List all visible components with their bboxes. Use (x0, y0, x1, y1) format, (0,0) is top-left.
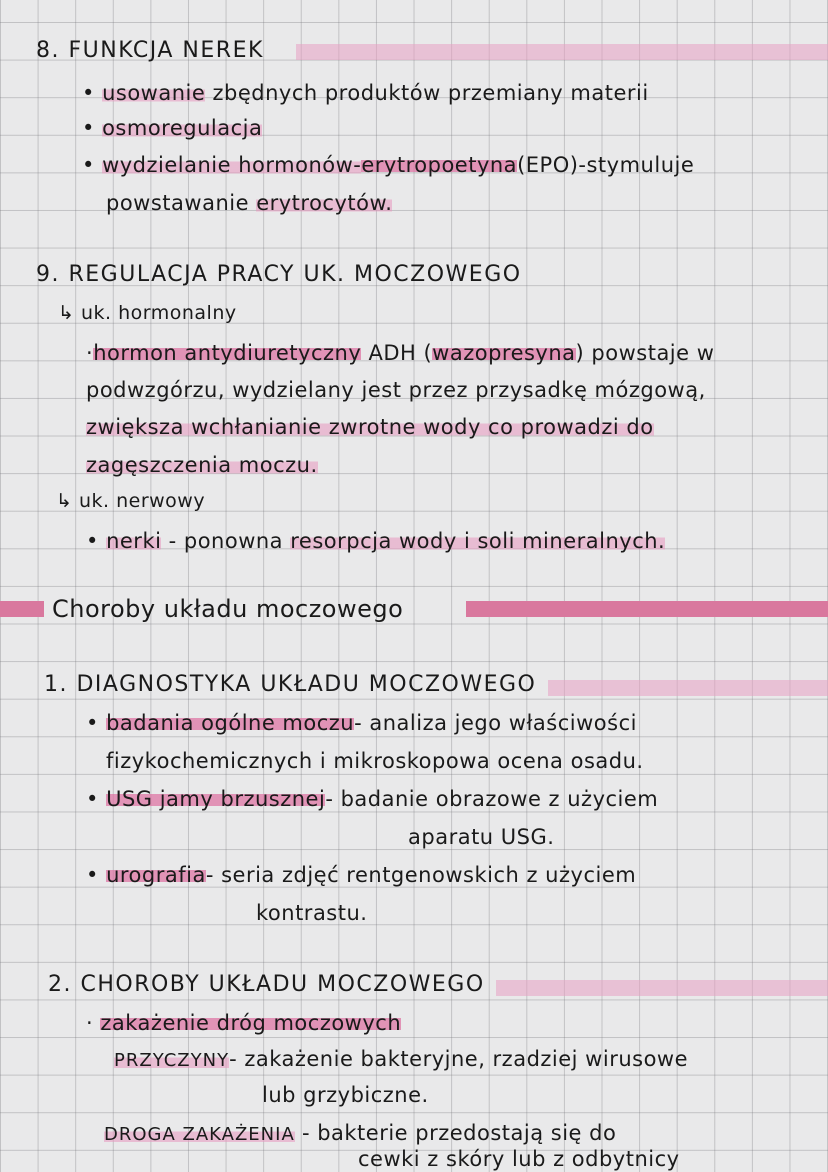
bullet-item: • osmoregulacja (82, 116, 263, 140)
bullet-icon: · (86, 341, 94, 365)
causes-line: PRZYCZYNY- zakażenie bakteryjne, rzadziej wirusowe (114, 1047, 689, 1071)
bullet-icon: • (86, 529, 99, 553)
bullet-icon: • (86, 787, 99, 811)
paragraph-line: zwiększa wchłanianie zwrotne wody co prowadzi do (86, 415, 654, 439)
section-2-heading: 2. CHOROBY UKŁADU MOCZOWEGO (48, 972, 485, 997)
section-8-heading: 8. FUNKCJA NEREK (36, 38, 264, 63)
bullet-item: • urografia- seria zdjęć rentgenowskich z użyciem (86, 863, 637, 887)
heading-highlight-bar (548, 680, 828, 696)
bullet-item: • USG jamy brzusznej- badanie obrazowe z użyciem (86, 787, 659, 811)
subheading-hormonal: ↳ uk. hormonalny (58, 302, 237, 324)
causes-continuation: lub grzybiczne. (262, 1083, 429, 1107)
title-marker-left (0, 601, 44, 617)
infection-route-line: DROGA ZAKAŻENIA - bakterie przedostają się do (104, 1121, 617, 1145)
bullet-item: • nerki - ponowna resorpcja wody i soli mineralnych. (86, 529, 666, 553)
bullet-continuation: fizykochemicznych i mikroskopowa ocena osadu. (106, 749, 644, 773)
bullet-icon: • (82, 153, 95, 177)
paragraph-line: zagęszczenia moczu. (86, 453, 318, 477)
bullet-icon: • (82, 81, 95, 105)
section-1-heading: 1. DIAGNOSTYKA UKŁADU MOCZOWEGO (44, 672, 537, 697)
page-title: Choroby układu moczowego (52, 595, 404, 623)
bullet-item: · zakażenie dróg moczowych (86, 1011, 402, 1035)
title-marker-right (466, 601, 828, 617)
infection-route-continuation: cewki z skóry lub z odbytnicy (358, 1147, 680, 1171)
paragraph-line: podwzgórzu, wydzielany jest przez przysadkę mózgową, (86, 378, 706, 402)
bullet-continuation: kontrastu. (256, 901, 368, 925)
bullet-item: • usowanie zbędnych produktów przemiany materii (82, 81, 649, 105)
bullet-continuation: powstawanie erytrocytów. (106, 191, 393, 215)
bullet-icon: • (86, 711, 99, 735)
bullet-item: • wydzielanie hormonów-erytropoetyna(EPO)-stymuluje (82, 153, 695, 177)
section-9-heading: 9. REGULACJA PRACY UK. MOCZOWEGO (36, 262, 522, 287)
bullet-icon: • (82, 116, 95, 140)
paragraph-line: ·hormon antydiuretyczny ADH (wazopresyna) powstaje w (86, 341, 715, 365)
bullet-icon: · (86, 1011, 94, 1035)
heading-highlight-bar (296, 44, 828, 60)
bullet-icon: • (86, 863, 99, 887)
heading-highlight-bar (496, 980, 828, 996)
subheading-nervous: ↳ uk. nerwowy (56, 490, 206, 512)
bullet-item: • badania ogólne moczu- analiza jego właściwości (86, 711, 637, 735)
bullet-continuation: aparatu USG. (408, 825, 555, 849)
